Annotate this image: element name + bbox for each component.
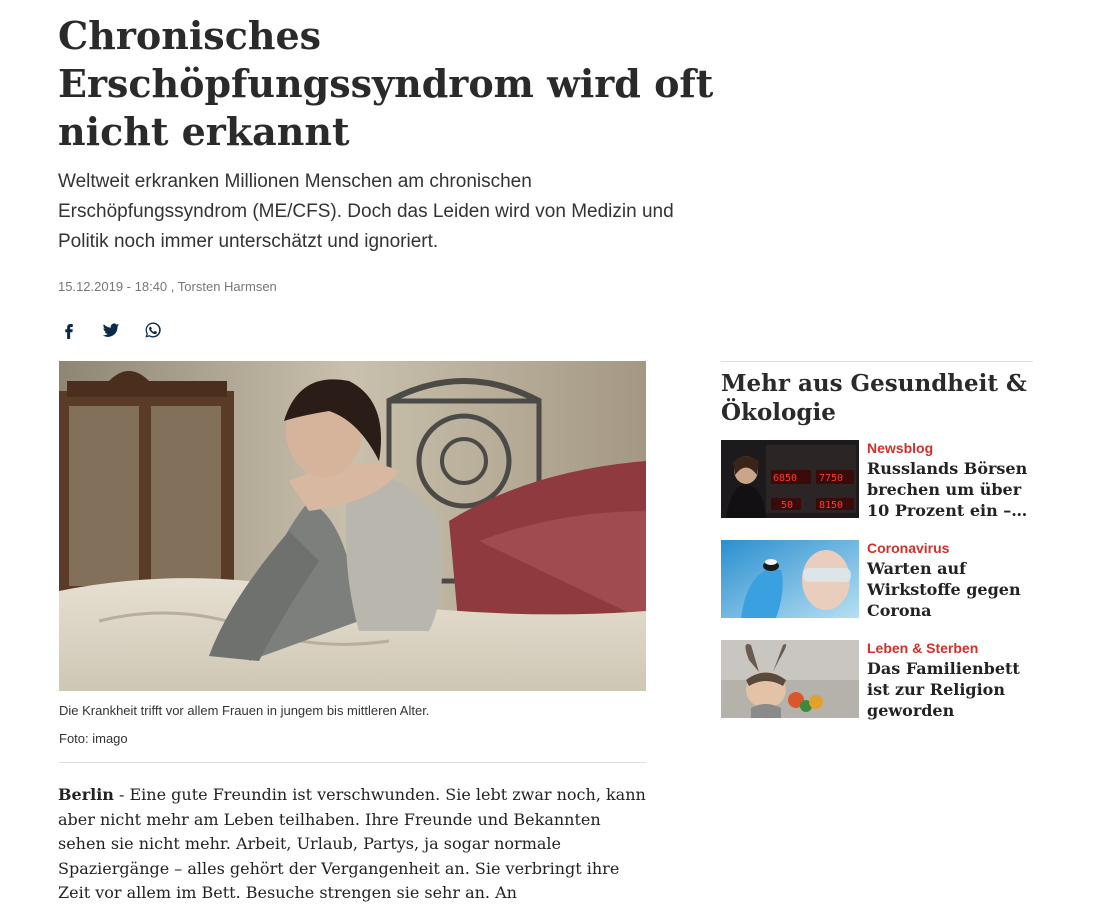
photo-credit: Foto: imago xyxy=(59,731,128,746)
share-bar xyxy=(58,318,164,342)
whatsapp-icon[interactable] xyxy=(142,318,164,342)
teaser-title[interactable]: Warten auf Wirkstoffe gegen Corona xyxy=(867,559,1021,620)
article-lead: Weltweit erkranken Millionen Menschen am chronischen Erschöpfungssyndrom (ME/CFS). Doch das Leiden wird von Medizin und Politik noch immer unterschätzt und ignoriert. xyxy=(58,171,674,252)
teaser-title[interactable]: Russlands Börsen brechen um über 10 Prozent ein –… xyxy=(867,459,1028,520)
board-value-4: 8150 xyxy=(819,500,844,511)
author-separator: , xyxy=(170,279,175,294)
teaser-title[interactable]: Das Familienbett ist zur Religion geworden xyxy=(867,659,1020,720)
teaser-thumbnail[interactable] xyxy=(721,540,859,618)
teaser-thumbnail[interactable] xyxy=(721,640,859,718)
article-body xyxy=(58,783,648,906)
article-headline: Chronisches Erschöpfungssyndrom wird oft nicht erkannt xyxy=(58,13,714,154)
teaser-item[interactable] xyxy=(721,640,1041,720)
sidebar-divider xyxy=(721,361,1033,362)
facebook-icon[interactable] xyxy=(58,318,80,342)
twitter-icon[interactable] xyxy=(100,318,122,342)
board-value-2: 7750 xyxy=(819,473,844,484)
dateline: Berlin xyxy=(58,785,114,804)
hero-image xyxy=(59,361,646,691)
article-date: 15.12.2019 - 18:40 xyxy=(58,279,168,294)
teaser-item[interactable] xyxy=(721,440,1041,520)
sidebar-title: Mehr aus Gesundheit & Ökologie xyxy=(721,370,1027,426)
teaser-kicker: Coronavirus xyxy=(867,540,950,556)
teaser-thumbnail[interactable] xyxy=(721,440,859,518)
board-value-1: 6850 xyxy=(773,473,798,484)
teaser-item[interactable] xyxy=(721,540,1041,620)
teaser-kicker: Leben & Sterben xyxy=(867,640,979,656)
article-body-text: - Eine gute Freundin ist verschwunden. Sie lebt zwar noch, kann aber nicht mehr am Leben teilhaben. Ihre Freunde und Bekannten sehen sie nicht mehr. Arbeit, Urlaub, Partys, ja sogar normale Spaziergänge – alles gehört der Vergangenheit an. Sie verbringt ihre Zeit vor allem im Bett. Besuche strengen sie sehr an. An xyxy=(58,785,646,902)
board-value-3: 50 xyxy=(781,500,794,511)
teaser-kicker: Newsblog xyxy=(867,440,934,456)
image-caption: Die Krankheit trifft vor allem Frauen in jungem bis mittleren Alter. xyxy=(59,703,430,718)
divider xyxy=(59,762,646,763)
article-meta xyxy=(58,279,277,294)
article-author[interactable]: Torsten Harmsen xyxy=(177,279,277,294)
